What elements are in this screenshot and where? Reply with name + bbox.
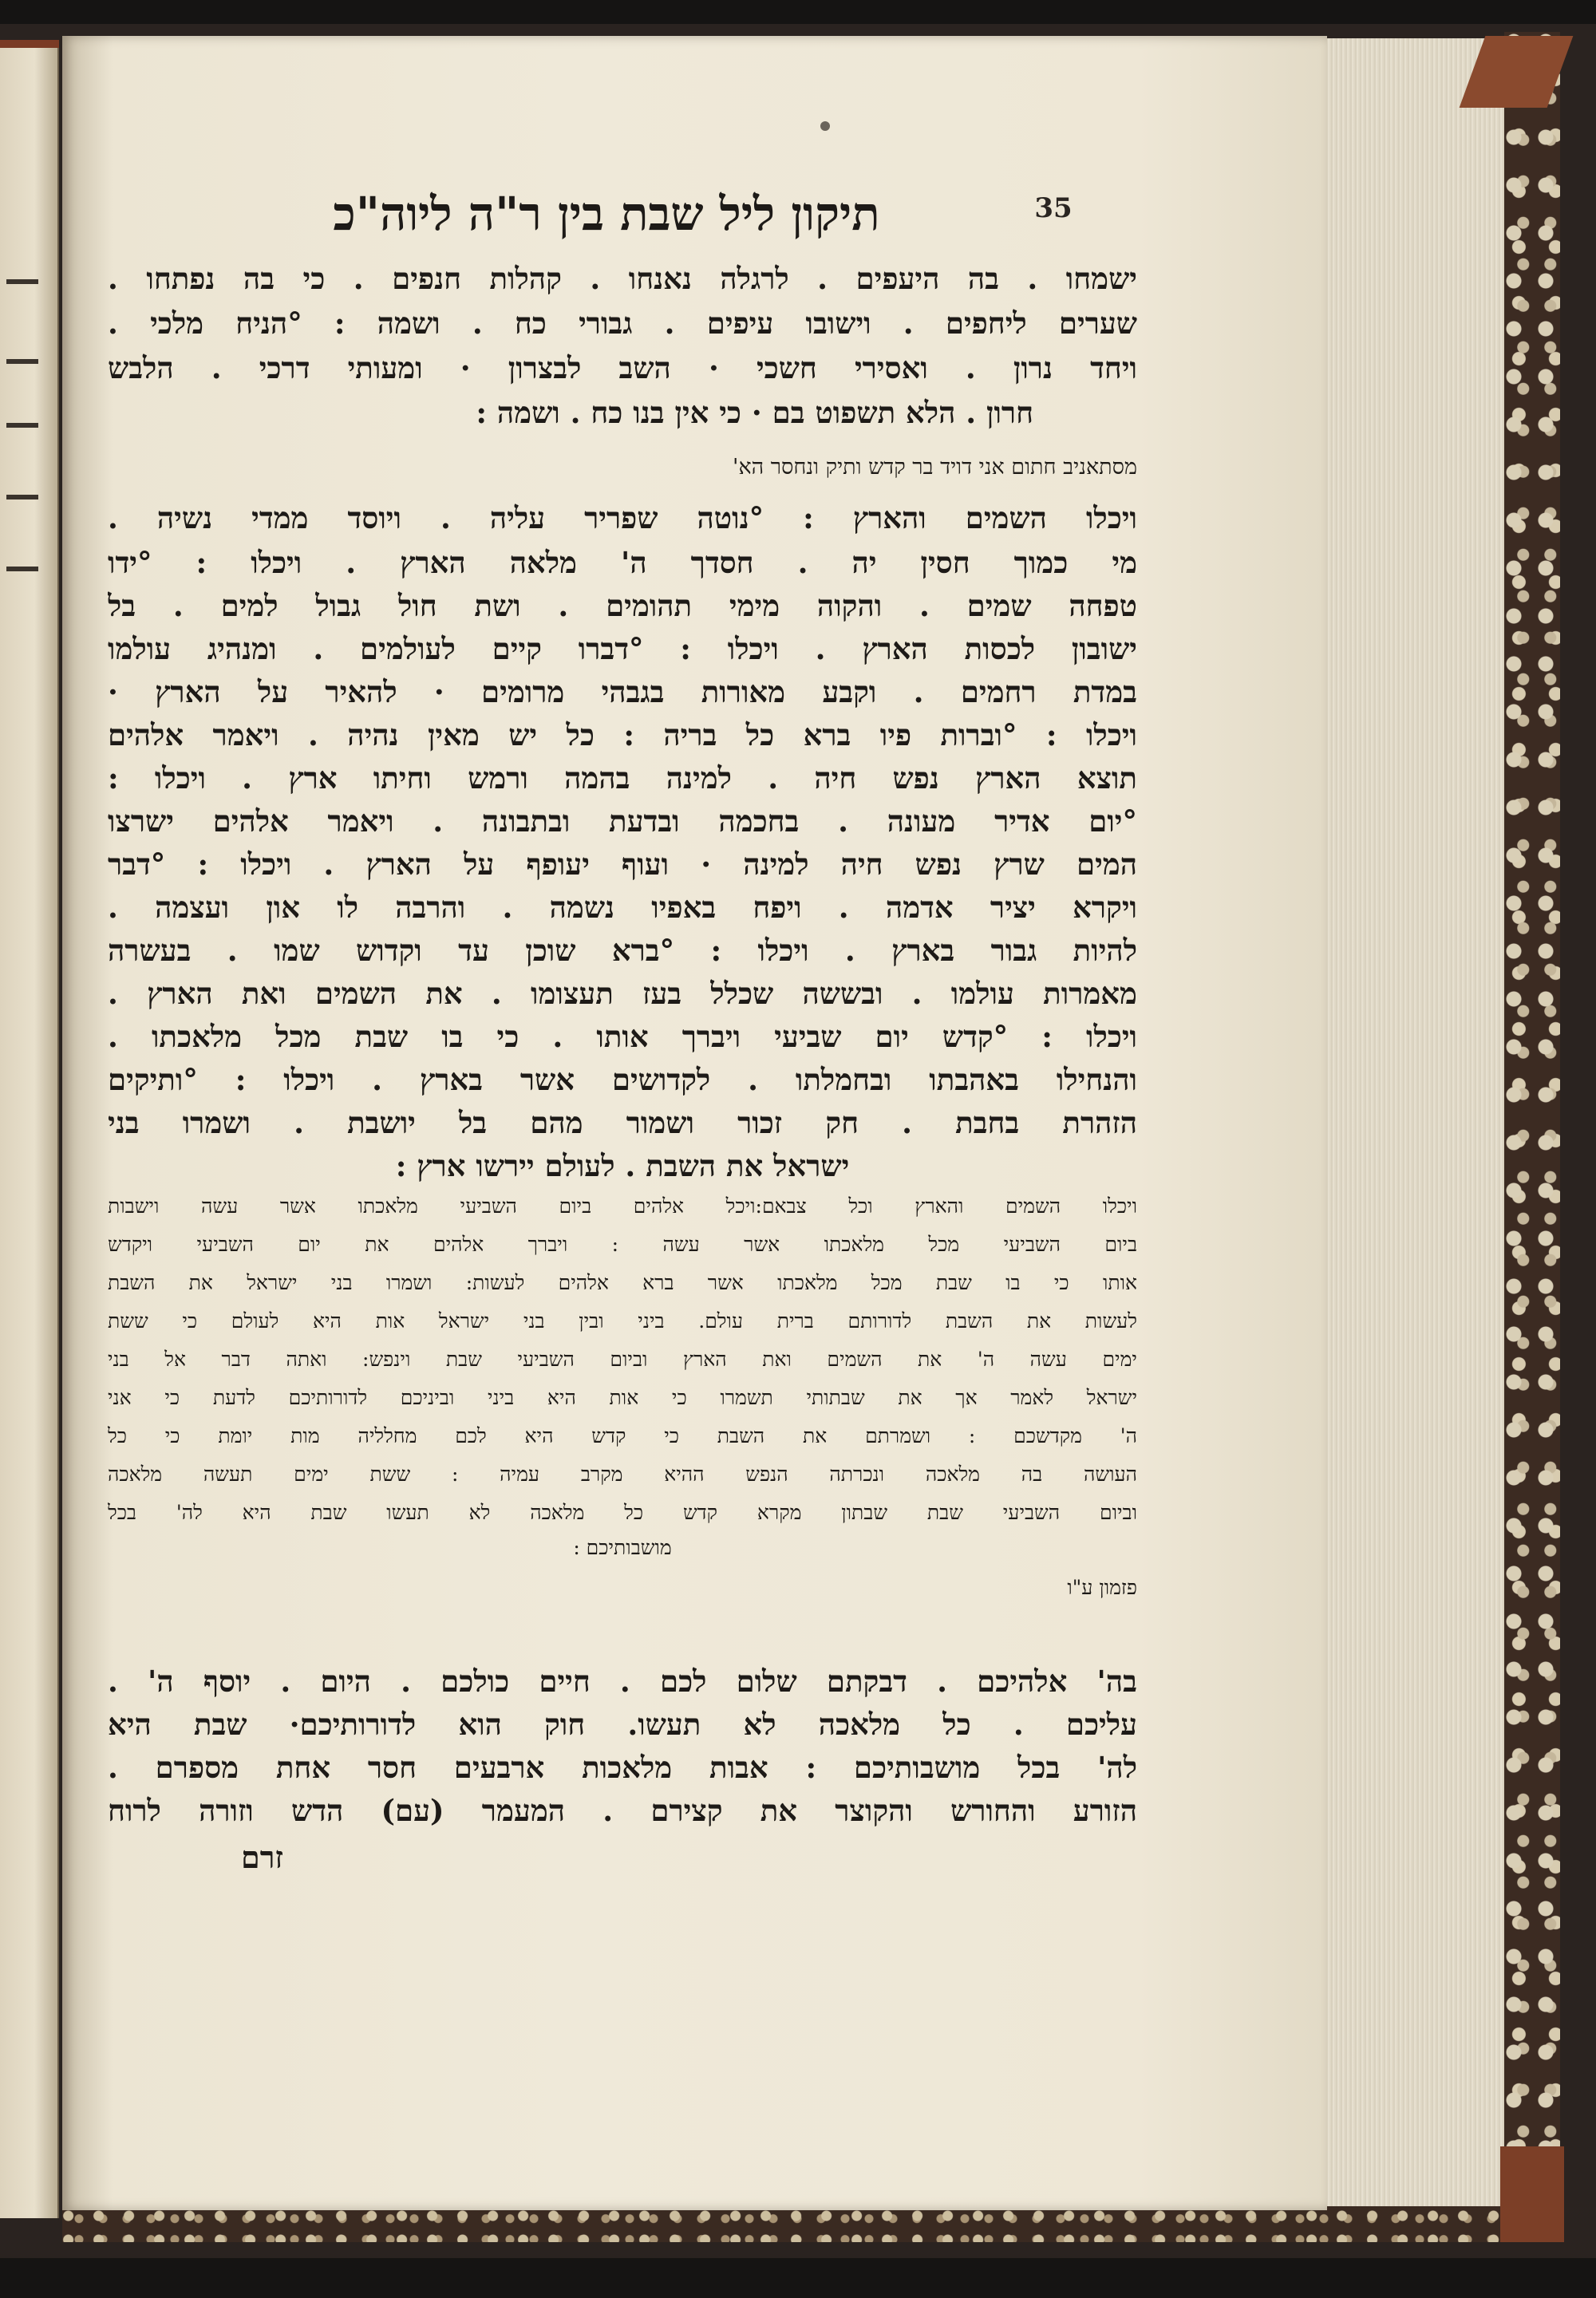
text-line: המים שרץ נפש חיה למינה · ועוף יעופף על הארץ . ויכלו : °דבר xyxy=(108,847,1137,882)
marbled-cover-bottom xyxy=(62,2206,1560,2242)
text-line: ויכלו השמים והארץ : °נוטה שפריר עליה . ויוסד ממדי נשיה . xyxy=(108,500,1137,535)
small-text-line: וביום השביעי שבת שבתון מקרא קדש כל מלאכה לא תעשו שבת היא לה' בכל xyxy=(108,1501,1137,1524)
small-text-line: העושה בה מלאכה ונכרתה הנפש ההיא מקרב עמיה : ששת ימים תעשה מלאכה xyxy=(108,1463,1137,1486)
page-block-edge xyxy=(1321,38,1506,2209)
text-line: ויכלו : °קדש יום שביעי ויברך אותו . כי בו שבת מכל מלאכתו . xyxy=(108,1019,1137,1054)
cover-corner-bottom-right xyxy=(1500,2146,1564,2242)
marbled-cover-right xyxy=(1504,32,1560,2218)
facing-page-edge xyxy=(0,48,59,2218)
text-line: ויכלו : °וברות פיו ברא כל בריה : כל יש מאין נהיה . ויאמר אלהים xyxy=(108,717,1137,752)
acrostic-note: מסתאניב חתום אני דויד בר קדש ותיק ונחסר הא' xyxy=(733,455,1137,480)
text-line: ישובון לכסות הארץ . ויכלו : °דברו קיים לעולמים . ומנהיג עולמו xyxy=(108,631,1137,666)
small-text-line: ישראל לאמר אך את שבתותי תשמרו כי אות היא ביני וביניכם לדורותיכם לדעת כי אני xyxy=(108,1386,1137,1409)
page-number: 35 xyxy=(1034,192,1073,224)
ink-dot-mark xyxy=(820,121,830,131)
catchword: זרם xyxy=(241,1839,283,1875)
small-text-line: ביום השביעי מכל מלאכתו אשר עשה : ויברך אלהים את יום השביעי ויקדש xyxy=(108,1233,1137,1256)
text-line: לה' בכל מושבותיכם : אבות מלאכות ארבעים חסר אחת מספרם . xyxy=(108,1750,1137,1785)
text-line: הזהרת בחבת . חק זכור ושמור מהם בל יושבת . ושמרו בני xyxy=(108,1105,1137,1140)
text-line: והנחילו באהבתו ובחמלתו . לקדושים אשר בארץ . ויכלו : °ותיקים xyxy=(108,1062,1137,1097)
text-line: ויחד נרון . ואסירי חשכי · השב לבצרון · ומעותי דרכי . הלבש xyxy=(108,350,1137,385)
piyyut-heading: פזמון ע"ו xyxy=(1067,1576,1137,1599)
text-line: ישראל את השבת . לעולם יירשו ארץ : xyxy=(395,1148,850,1183)
text-line: חרון . הלא תשפוט בם · כי אין בנו כח . ושמה : xyxy=(476,395,1033,430)
running-head: תיקון ליל שבת בין ר"ה ליוה"כ xyxy=(333,187,880,241)
text-line: להיות גבור בארץ . ויכלו : °ברא שוכן עד וקדוש שמו . בעשרה xyxy=(108,933,1137,968)
text-line: מי כמוך חסין יה . חסדך ה' מלאה הארץ . ויכלו : °ידו xyxy=(108,545,1137,580)
small-text-line: מושבותיכם : xyxy=(573,1536,672,1559)
text-line: הזורע והחורש והקוצר את קצירם . המעמר (עם) הדש וזורה לרוח xyxy=(108,1793,1137,1828)
text-line: במדת רחמים . וקבע מאורות בגבהי מרומים · להאיר על הארץ · xyxy=(108,674,1137,709)
small-text-line: ה' מקדשכם : ושמרתם את השבת כי קדש היא לכם מחלליה מות יומת כי כל xyxy=(108,1424,1137,1447)
text-line: °יום אדיר מעונה . בחכמה ובדעת ובתבונה . ויאמר אלהים ישרצו xyxy=(108,804,1137,839)
text-line: טפחה שמים . והקוה מימי תהומים . ושת חול גבול למים . בל xyxy=(108,588,1137,623)
text-line: מאמרות עולמו . ובששה שכלל בעז תעצומו . את השמים ואת הארץ . xyxy=(108,976,1137,1011)
text-line: ישמחו . בה היעפים . לרגלה נאנחו . קהלות חנפים . כי בה נפתחו . xyxy=(108,261,1137,296)
small-text-line: אותו כי בו שבת מכל מלאכתו אשר ברא אלהים לעשות: ושמרו בני ישראל את השבת xyxy=(108,1271,1137,1294)
text-line: בה' אלהיכם . דבקתם שלום לכם . חיים כולכם . היום . יוסף ה' . xyxy=(108,1664,1137,1699)
text-line: ויקרא יציר אדמה . ויפח באפיו נשמה . והרבה לו און ועצמה . xyxy=(108,890,1137,925)
small-text-line: ויכלו השמים והארץ וכל צבאם:ויכל אלהים ביום השביעי מלאכתו אשר עשה וישבות xyxy=(108,1194,1137,1218)
text-line: שערים ליחפים . וישובו עיפים . גבורי כח . ושמה : °הניח מלכי . xyxy=(108,306,1137,341)
text-line: תוצא הארץ נפש חיה . למינה בהמה ורמש וחיתו ארץ . ויכלו : xyxy=(108,760,1137,796)
small-text-line: ימים עשה ה' את השמים ואת הארץ וביום השביעי שבת וינפש: ואתה דבר אל בני xyxy=(108,1348,1137,1371)
text-line: עליכם . כל מלאכה לא תעשו. חוק הוא לדורותיכם· שבת היא xyxy=(108,1707,1137,1742)
small-text-line: לעשות את השבת לדורותם ברית עולם. ביני ובין בני ישראל אות היא לעולם כי ששת xyxy=(108,1309,1137,1333)
